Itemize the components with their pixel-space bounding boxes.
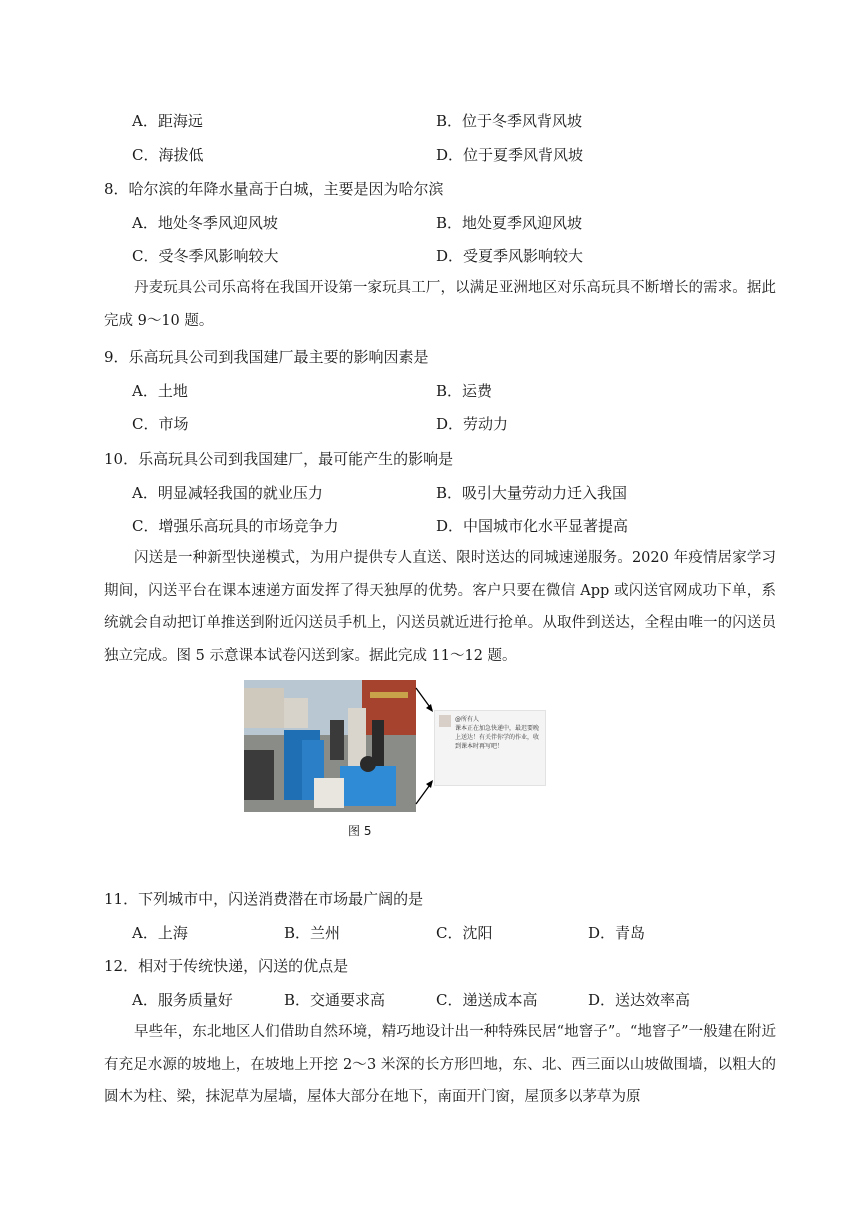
q9-option-c: C．市场 (132, 415, 189, 433)
q12-stem: 12．相对于传统快递，闪送的优点是 (104, 957, 349, 975)
q12-option-a: A．服务质量好 (132, 991, 233, 1009)
passage-lego: 丹麦玩具公司乐高将在我国开设第一家玩具工厂，以满足亚洲地区对乐高玩具不断增长的需求。据此完成 9～10 题。 (104, 280, 776, 329)
q11-stem: 11．下列城市中，闪送消费潜在市场最广阔的是 (104, 890, 424, 908)
q7-option-c: C．海拔低 (132, 146, 204, 164)
delivery-photo (244, 680, 416, 812)
q11-option-a: A．上海 (132, 924, 188, 942)
q12-option-b: B．交通要求高 (284, 991, 386, 1009)
q8-option-a: A．地处冬季风迎风坡 (132, 214, 278, 232)
chat-message: @所有人 课本正在加急快递中，最迟要晚上送达！有关伴你学的作业，收到课本时再写吧！ (455, 716, 540, 750)
q8-option-d: D．受夏季风影响较大 (436, 247, 584, 265)
q12-option-d: D．送达效率高 (588, 991, 691, 1009)
q10-stem: 10．乐高玩具公司到我国建厂，最可能产生的影响是 (104, 450, 454, 468)
avatar (439, 715, 451, 727)
delivery-photo-illustration (244, 680, 416, 812)
q10-option-d: D．中国城市化水平显著提高 (436, 517, 629, 535)
q7-option-d: D．位于夏季风背风坡 (436, 146, 584, 164)
passage-diyaozi: 早些年，东北地区人们借助自然环境，精巧地设计出一种特殊民居“地窨子”。“地窨子”一般建在附近有充足水源的坡地上，在坡地上开挖 2～3 米深的长方形凹地，东、北、西三面以山坡做围墙，以粗大的圆木为柱、梁，抹泥草为屋墙，屋体大部分在地下，南面开门窗，屋顶多以茅草为原 (104, 1024, 776, 1105)
q9-option-b: B．运费 (436, 382, 493, 400)
q9-option-a: A．土地 (132, 382, 188, 400)
q7-option-b: B．位于冬季风背风坡 (436, 112, 583, 130)
q8-option-c: C．受冬季风影响较大 (132, 247, 279, 265)
q8-option-b: B．地处夏季风迎风坡 (436, 214, 583, 232)
q11-option-d: D．青岛 (588, 924, 646, 942)
q10-option-a: A．明显减轻我国的就业压力 (132, 484, 323, 502)
q9-option-d: D．劳动力 (436, 415, 509, 433)
q8-stem: 8．哈尔滨的年降水量高于白城，主要是因为哈尔滨 (104, 180, 444, 198)
q10-option-c: C．增强乐高玩具的市场竞争力 (132, 517, 339, 535)
figure-caption: 图 5 (348, 824, 372, 838)
figure-5 (244, 680, 554, 816)
q11-option-b: B．兰州 (284, 924, 341, 942)
chat-screenshot (434, 710, 546, 786)
q10-option-b: B．吸引大量劳动力迁入我国 (436, 484, 628, 502)
passage-shansong: 闪送是一种新型快递模式，为用户提供专人直送、限时送达的同城速递服务。2020 年疫情居家学习期间，闪送平台在课本速递方面发挥了得天独厚的优势。客户只要在微信 App 或闪送官网成功下单，系统就会自动把订单推送到附近闪送员手机上，闪送员就近进行抢单。从取件到送达，全程由唯一的闪送员独立完成。图 5 示意课本试卷闪送到家。据此完成 11～12 题。 (104, 550, 776, 664)
q12-option-c: C．递送成本高 (436, 991, 538, 1009)
q7-option-a: A．距海远 (132, 112, 203, 130)
q11-option-c: C．沈阳 (436, 924, 493, 942)
q9-stem: 9．乐高玩具公司到我国建厂最主要的影响因素是 (104, 348, 429, 366)
